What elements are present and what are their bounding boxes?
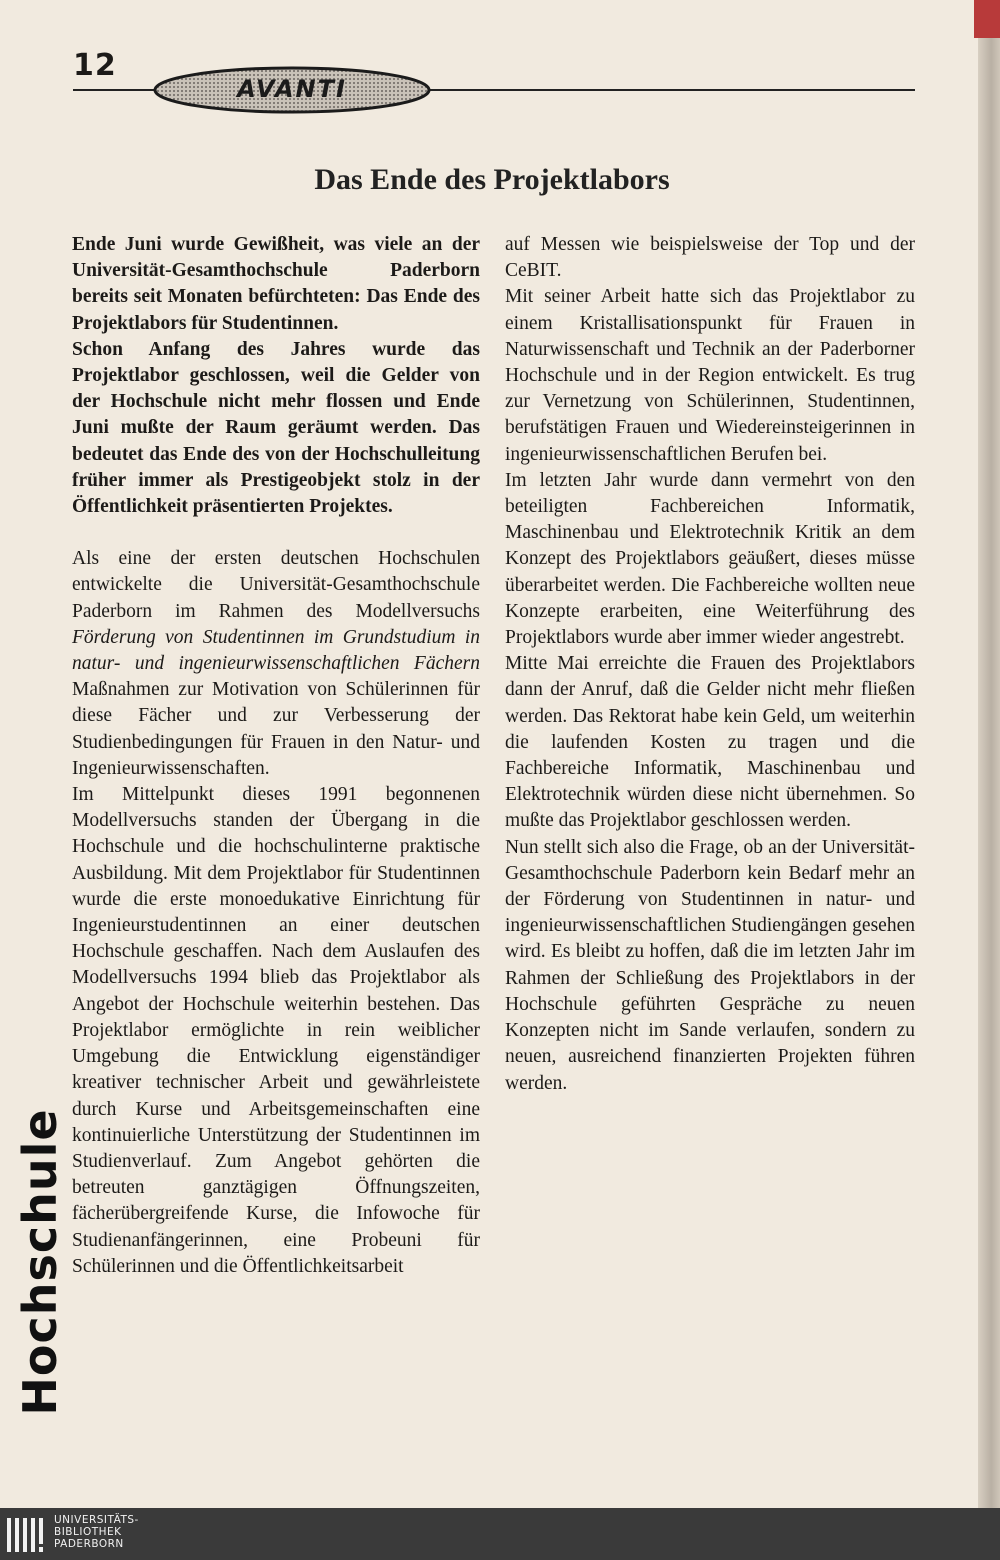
body-paragraph: Mit seiner Arbeit hatte sich das Projektlabor zu einem Kristallisationspunkt für Frauen in Naturwissenschaft und Technik an der Paderborner Hochschule und in der Region entwickelt. Es trug zur Vernetzung von Schülerinnen, Studentinnen, berufstätigen Frauen und Wiedereinsteigerinnen in ingenieurwissenschaftlichen Berufen bei. [505, 286, 915, 465]
library-logo-icon [6, 1516, 46, 1554]
red-corner-mark [974, 0, 1000, 38]
body-paragraph: Mitte Mai erreichte die Frauen des Projektlabors dann der Anruf, daß die Gelder nicht mehr fließen werden. Das Rektorat habe kein Geld, um weiterhin die laufenden Kosten zu tragen und die Fachbereiche Informatik, Maschinenbau und Elektrotechnik würden diese nicht übernehmen. So mußte das Projektlabor geschlossen werden. [505, 653, 915, 832]
library-name [54, 1514, 139, 1550]
body-paragraph: Nun stellt sich also die Frage, ob an der Universität-Gesamthochschule Paderborn kein Bedarf mehr an der Förderung von Studentinnen in natur- und ingenieurwissenschaftlichen Studiengängen gesehen wird. Es bleibt zu hoffen, daß die im letzten Jahr im Rahmen der Schließung des Projektlabors in der Hochschule geführten Gespräche zu neuen Konzepten nicht im Sande verlaufen, sondern zu neuen, ausreichend finanzierten Projekten führen werden. [505, 836, 915, 1094]
page-spine-edge [978, 0, 1000, 1508]
article-left-column [72, 232, 480, 1280]
avanti-logo-text: AVANTI [237, 75, 347, 103]
section-side-label: Hochschule [13, 1108, 67, 1416]
body-text: Als eine der ersten deutschen Hochschulen entwickelte die Universität-Gesamthochschule Paderborn im Rahmen des Modellversuchs [72, 548, 480, 622]
body-paragraph: auf Messen wie beispielsweise der Top und der CeBIT. [505, 234, 915, 282]
lead-paragraph: Schon Anfang des Jahres wurde das Projektlabor geschlossen, weil die Gelder von der Hochschule nicht mehr flossen und Ende Juni mußte der Raum geräumt werden. Das bedeutet das Ende des von der Hochschulleitung früher immer als Prestigeobjekt stolz in der Öffentlichkeit präsentierten Projektes. [72, 338, 480, 518]
library-name-line: PADERBORN [54, 1538, 124, 1550]
body-paragraph: Im Mittelpunkt dieses 1991 begonnenen Modellversuchs standen der Übergang in die Hochschule und die hochschulinterne praktische Ausbildung. Mit dem Projektlabor für Studentinnen wurde die erste monoedukative Einrichtung für Ingenieurstudentinnen an einer deutschen Hochschule geschaffen. Nach dem Auslaufen des Modellversuchs 1994 blieb das Projektlabor als Angebot der Hochschule weiterhin bestehen. Das Projektlabor ermöglichte in rein weiblicher Umgebung die Entwicklung eigenständiger kreativer technischer Arbeit und gewährleistete durch Kurse und Arbeitsgemeinschaften eine kontinuierliche Unterstützung der Studentinnen im Studienverlauf. Zum Angebot gehörten die betreuten ganztägigen Öffnungszeiten, fächerübergreifende Kurse, die Infowoche für Studienanfängerinnen, eine Probeuni für Schülerinnen und die Öffentlichkeitsarbeit [72, 784, 480, 1277]
library-footer-bar [0, 1508, 1000, 1560]
paragraph-gap [72, 520, 480, 546]
body-paragraph: Im letzten Jahr wurde dann vermehrt von den beteiligten Fachbereichen Informatik, Maschinenbau und Elektrotechnik Kritik an dem Konzept des Projektlabors geäußert, dieses müsse überarbeitet werden. Die Fachbereiche wollten neue Konzepte erarbeiten, eine Weiterführung des Projektlabors wurde aber immer wieder angestrebt. [505, 469, 915, 649]
article-right-column [505, 232, 915, 1097]
lead-paragraph: Ende Juni wurde Gewißheit, was viele an der Universität-Gesamthochschule Paderborn bereits seit Monaten befürchteten: Das Ende des Projektlabors für Studentinnen. [72, 234, 480, 334]
library-name-line: UNIVERSITÄTS- [54, 1514, 139, 1526]
library-name-line: BIBLIOTHEK [54, 1526, 122, 1538]
body-paragraph [72, 546, 480, 782]
article-title: Das Ende des Projektlabors [314, 163, 670, 197]
page-number: 12 [73, 48, 117, 83]
project-title-italic: Förderung von Studentinnen im Grundstudium in natur- und ingenieurwissenschaftlichen Fächern [72, 626, 480, 675]
body-text: Maßnahmen zur Motivation von Schülerinnen für diese Fächer und zur Verbesserung der Studienbedingungen für Frauen in den Natur- und Ingenieurwissenschaften. [72, 679, 480, 779]
